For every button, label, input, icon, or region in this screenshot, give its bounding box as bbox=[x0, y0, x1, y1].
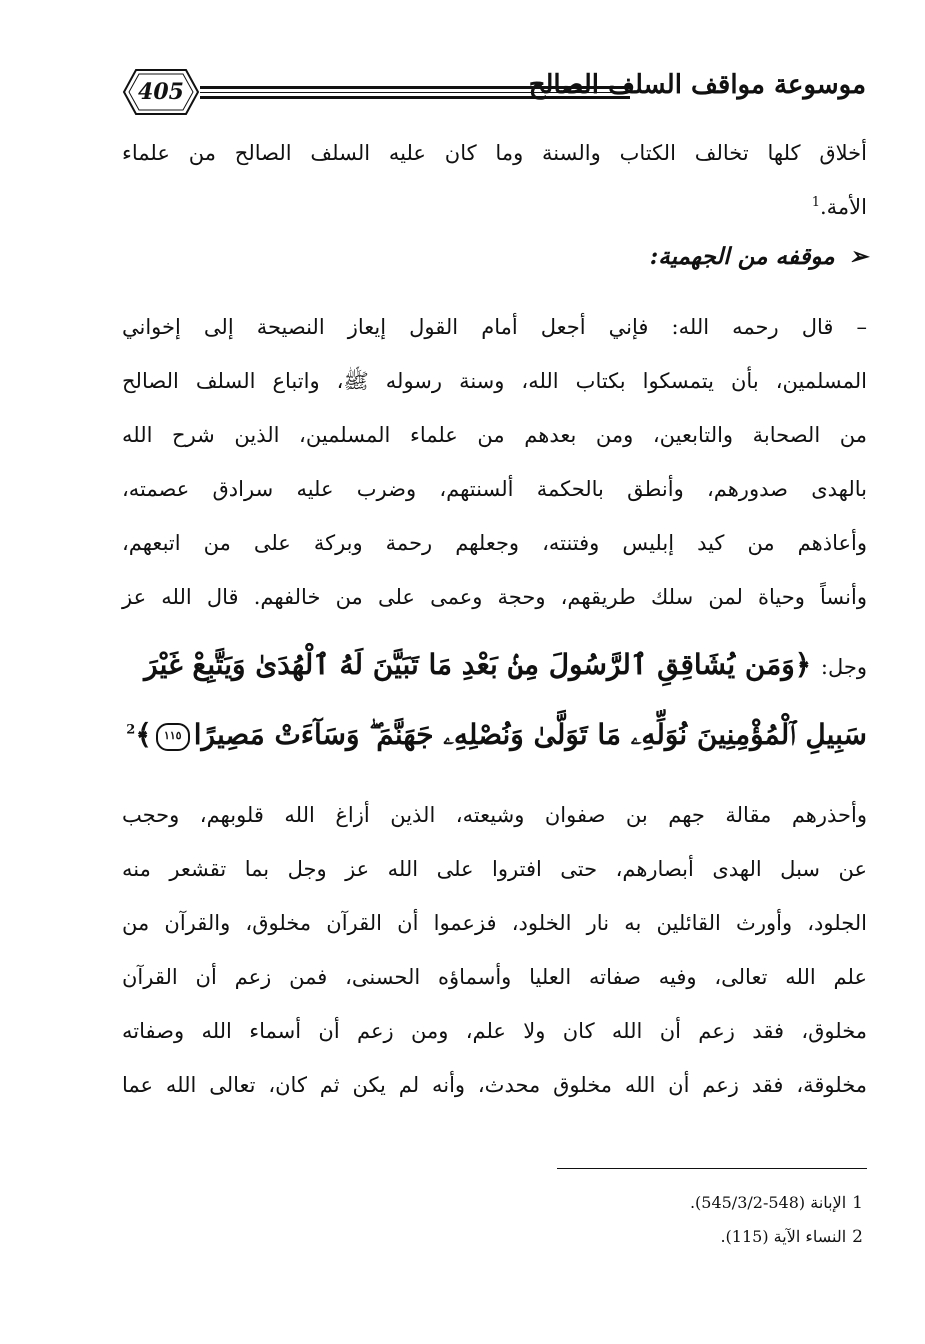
text-line: مخلوق، فقد زعم أن الله كان ولا علم، ومن زعم أن أسماء الله وصفاته bbox=[122, 1019, 867, 1043]
text-line bbox=[122, 180, 867, 234]
arrow-bullet-icon: ➢ bbox=[848, 243, 868, 270]
section-heading bbox=[650, 243, 868, 270]
text-line-content: الأمة. bbox=[820, 195, 867, 219]
text-line: أخلاق كلها تخالف الكتاب والسنة وما كان عليه السلف الصالح من علماء bbox=[122, 141, 867, 165]
footnote bbox=[690, 1186, 863, 1220]
footnote-ref[interactable]: 2 bbox=[126, 722, 136, 738]
text-line: من الصحابة والتابعين، ومن بعدهم من علماء المسلمين، الذين شرح الله bbox=[122, 423, 867, 447]
text-line: – قال رحمه الله: فإني أجعل أمام القول إيعاز النصيحة إلى إخواني bbox=[122, 315, 867, 339]
series-title: موسوعة مواقف السلف الصالح bbox=[528, 70, 866, 100]
paragraph-1 bbox=[122, 300, 867, 624]
verse-close: ﴾ bbox=[135, 718, 152, 751]
footnote-divider bbox=[557, 1168, 867, 1169]
footnote-ref[interactable]: 1 bbox=[811, 195, 820, 210]
text-line: المسلمين، بأن يتمسكوا بكتاب الله، وسنة رسوله ﷺ، واتباع السلف الصالح bbox=[122, 369, 867, 393]
footnote-text: النساء الآية (115). bbox=[720, 1227, 847, 1246]
footnote bbox=[690, 1220, 863, 1254]
text-line: علم الله تعالى، وفيه صفاته العليا وأسماؤه الحسنى، فمن زعم أن القرآن bbox=[122, 965, 867, 989]
page-number: 405 bbox=[138, 79, 184, 105]
footnote-number: 2 bbox=[852, 1227, 863, 1247]
verse-text: سَبِيلِ ٱلْمُؤْمِنِينَ نُوَلِّهِۦ مَا تَوَلَّىٰ وَنُصْلِهِۦ جَهَنَّمَ ۖ وَسَآءَتْ مَصِيرًا bbox=[193, 718, 867, 751]
text-line: وأنساً وحياة لمن سلك طريقهم، وحجة وعمى على من خالفهم. قال الله عز bbox=[122, 585, 867, 609]
verse-lead: وجل: bbox=[820, 655, 867, 679]
text-line: مخلوقة، فقد زعم أن الله مخلوق محدث، وأنه لم يكن ثم كان، تعالى الله عما bbox=[122, 1073, 867, 1097]
footnote-text: الإبانة (548-545/3/2). bbox=[689, 1193, 847, 1212]
section-heading-text: موقفه من الجهمية: bbox=[649, 243, 835, 270]
verse-text: ﴿وَمَن يُشَاقِقِ ٱلرَّسُولَ مِنۢ بَعْدِ مَا تَبَيَّنَ لَهُ ٱلْهُدَىٰ وَيَتَّبِعْ غَيْرَ bbox=[144, 648, 812, 681]
text-line: بالهدى صدورهم، وأنطق بالحكمة ألسنتهم، وضرب عليه سرادق عصمته، bbox=[122, 477, 867, 501]
intro-text bbox=[122, 126, 867, 234]
text-line: عن سبل الهدى أبصارهم، حتى افتروا على الله عز وجل بما تقشعر منه bbox=[122, 857, 867, 881]
verse-line bbox=[122, 700, 867, 770]
text-line: الجلود، وأورث القائلين به نار الخلود، فزعموا أن القرآن مخلوق، والقرآن من bbox=[122, 911, 867, 935]
page-number-badge bbox=[122, 68, 200, 116]
text-line: وأحذرهم مقالة جهم بن صفوان وشيعته، الذين أزاغ الله قلوبهم، وحجب bbox=[122, 803, 867, 827]
quran-verse bbox=[122, 630, 867, 770]
verse-line bbox=[122, 630, 867, 700]
paragraph-2 bbox=[122, 788, 867, 1112]
footnotes bbox=[690, 1186, 863, 1254]
page-header bbox=[118, 64, 868, 122]
ayah-number-marker: ١١٥ bbox=[156, 723, 190, 751]
text-line: وأعاذهم من كيد إبليس وفتنته، وجعلهم رحمة وبركة على من اتبعهم، bbox=[122, 531, 867, 555]
footnote-number: 1 bbox=[852, 1193, 863, 1213]
